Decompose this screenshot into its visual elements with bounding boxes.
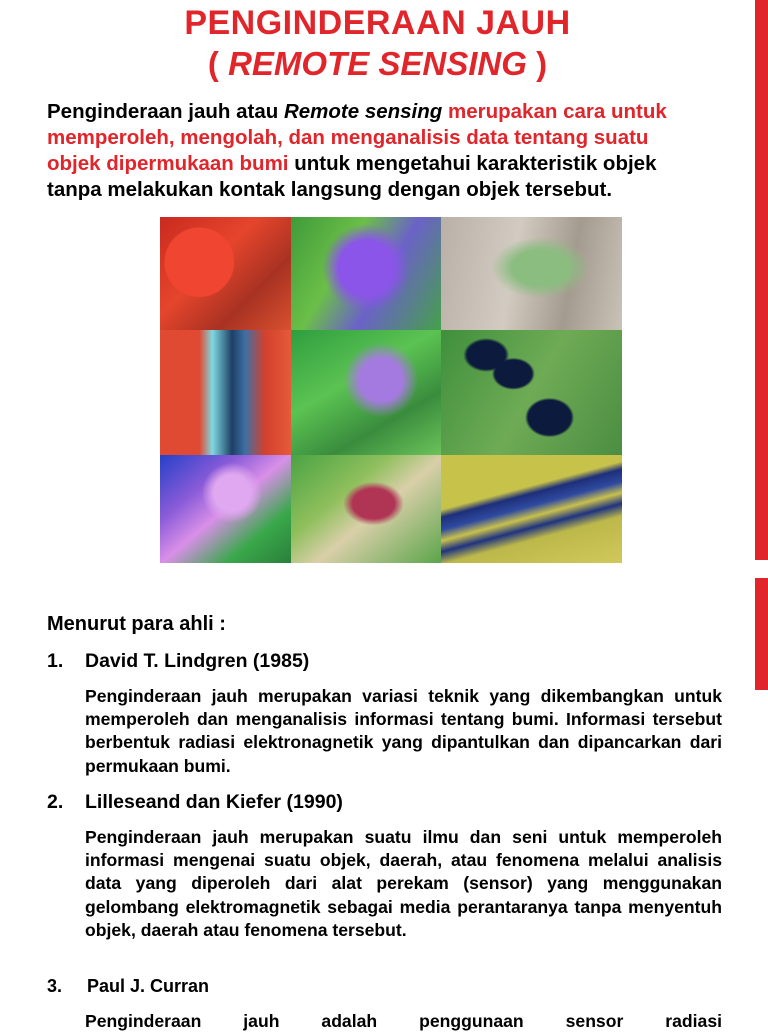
- intro-part-4: untuk mengetahui karakteristik objek tanpa melakukan kontak langsung dengan objek tersebut.: [47, 152, 657, 201]
- expert-heading-1: [47, 650, 309, 673]
- expert-text-1: Penginderaan jauh merupakan variasi teknik yang dikembangkan untuk memperoleh dan menganalisis informasi tentang bumi. Informasi tersebut berbentuk radiasi elektronagnetik yang dipantulkan dan dipancarkan dari permukaan bumi.: [85, 686, 722, 776]
- satellite-image-9: [441, 455, 622, 563]
- expert-text-2: Penginderaan jauh merupakan suatu ilmu dan seni untuk memperoleh informasi mengenai suatu objek, daerah, atau fenomena melalui analisis data yang diperoleh dari alat perekam (sensor) yang menggunakan gelombang elektromagnetik sebagai media perantaranya tanpa menyentuh objek, daerah atau fenomena tersebut.: [85, 827, 722, 940]
- satellite-image-8: [291, 455, 441, 563]
- accent-bar-top: [755, 0, 768, 560]
- subtitle-italic: REMOTE SENSING: [228, 45, 527, 82]
- satellite-image-5: [291, 330, 441, 455]
- expert-heading-3: [47, 976, 209, 997]
- intro-part-1: Penginderaan jauh atau: [47, 100, 284, 123]
- expert-number: 1.: [47, 650, 64, 672]
- expert-name: Lilleseand dan Kiefer (1990): [85, 791, 343, 813]
- subtitle-open-paren: (: [207, 45, 229, 82]
- expert-name: David T. Lindgren (1985): [85, 650, 310, 672]
- accent-bar-bottom: [755, 578, 768, 690]
- expert-number: 3.: [47, 976, 63, 996]
- expert-number: 2.: [47, 791, 64, 813]
- satellite-image-mosaic: [160, 217, 622, 563]
- satellite-image-3: [441, 217, 622, 330]
- subtitle-close-paren: ): [526, 45, 548, 82]
- page-subtitle: [0, 45, 755, 83]
- expert-heading-2: [47, 791, 343, 814]
- page-title: PENGINDERAAN JAUH: [184, 4, 571, 42]
- intro-definition: merupakan cara untuk memperoleh, mengolah, dan menganalisis data tentang suatu objek dipermukaan bumi: [47, 100, 667, 175]
- satellite-image-7: [160, 455, 291, 563]
- expert-text-3: Penginderaan jauh adalah penggunaan sensor radiasi: [85, 1011, 722, 1031]
- satellite-image-6: [441, 330, 622, 455]
- satellite-image-4: [160, 330, 291, 455]
- satellite-image-1: [160, 217, 291, 330]
- satellite-image-2: [291, 217, 441, 330]
- section-title: Menurut para ahli :: [47, 613, 226, 635]
- intro-term: Remote sensing: [283, 100, 443, 123]
- intro-paragraph: [47, 99, 707, 203]
- expert-name: Paul J. Curran: [87, 976, 210, 996]
